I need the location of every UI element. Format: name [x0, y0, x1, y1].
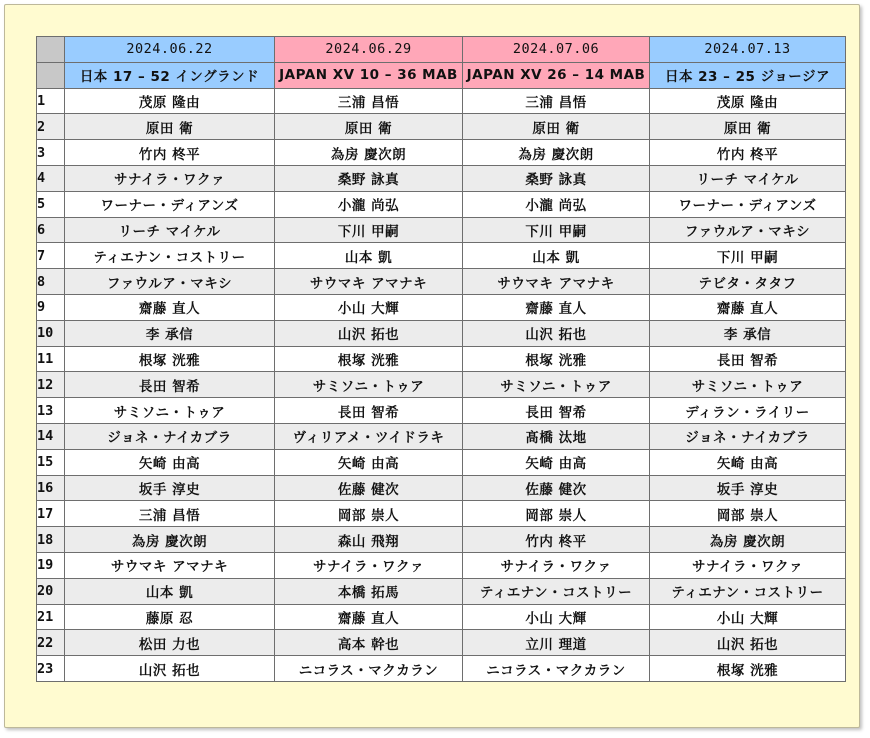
table-row	[37, 372, 846, 398]
jersey-number: 19	[37, 552, 65, 578]
jersey-number: 2	[37, 114, 65, 140]
player-name: 小山 大輝	[650, 604, 846, 630]
jersey-number: 18	[37, 527, 65, 553]
player-name: 佐藤 健次	[275, 475, 463, 501]
player-name: 山沢 拓也	[463, 320, 650, 346]
player-name: サナイラ・ワクァ	[463, 552, 650, 578]
match-result: JAPAN XV 26 – 14 MAB	[463, 62, 650, 88]
match-header-row	[37, 62, 846, 88]
jersey-number: 15	[37, 449, 65, 475]
match-result: 日本 23 – 25 ジョージア	[650, 62, 846, 88]
player-name: リーチ マイケル	[650, 165, 846, 191]
player-name: 為房 慶次朗	[650, 527, 846, 553]
player-name: ワーナー・ディアンズ	[65, 191, 275, 217]
lineup-panel	[4, 4, 860, 728]
player-name: 矢崎 由高	[65, 449, 275, 475]
table-row	[37, 656, 846, 682]
jersey-number: 16	[37, 475, 65, 501]
player-name: 三浦 昌悟	[65, 501, 275, 527]
player-name: 矢崎 由高	[650, 449, 846, 475]
match-date: 2024.06.22	[65, 37, 275, 63]
player-name: 矢崎 由高	[463, 449, 650, 475]
player-name: ニコラス・マクカラン	[275, 656, 463, 682]
player-name: ヴィリアメ・ツイドラキ	[275, 423, 463, 449]
player-name: 山沢 拓也	[65, 656, 275, 682]
player-name: 為房 慶次朗	[65, 527, 275, 553]
player-name: 長田 智希	[65, 372, 275, 398]
table-row	[37, 140, 846, 166]
player-name: 原田 衛	[650, 114, 846, 140]
player-name: 藤原 忍	[65, 604, 275, 630]
player-name: ファウルア・マキシ	[65, 269, 275, 295]
player-name: 李 承信	[65, 320, 275, 346]
jersey-number: 11	[37, 346, 65, 372]
player-name: 原田 衛	[65, 114, 275, 140]
player-name: 竹内 柊平	[650, 140, 846, 166]
player-name: ワーナー・ディアンズ	[650, 191, 846, 217]
jersey-number: 1	[37, 88, 65, 114]
player-name: ティエナン・コストリー	[463, 578, 650, 604]
player-name: サナイラ・ワクァ	[275, 552, 463, 578]
player-name: 齋藤 直人	[463, 294, 650, 320]
player-name: 岡部 崇人	[275, 501, 463, 527]
jersey-number: 21	[37, 604, 65, 630]
player-name: 高本 幹也	[275, 630, 463, 656]
player-name: 茂原 隆由	[65, 88, 275, 114]
player-name: ジョネ・ナイカブラ	[65, 423, 275, 449]
player-name: 李 承信	[650, 320, 846, 346]
table-row	[37, 88, 846, 114]
player-name: 松田 力也	[65, 630, 275, 656]
jersey-number: 23	[37, 656, 65, 682]
player-name: 山沢 拓也	[650, 630, 846, 656]
jersey-number: 22	[37, 630, 65, 656]
player-name: 根塚 洸雅	[65, 346, 275, 372]
player-name: 岡部 崇人	[650, 501, 846, 527]
player-name: 坂手 淳史	[650, 475, 846, 501]
table-row	[37, 165, 846, 191]
player-name: 三浦 昌悟	[275, 88, 463, 114]
player-name: 為房 慶次朗	[463, 140, 650, 166]
player-name: 竹内 柊平	[65, 140, 275, 166]
player-name: ティエナン・コストリー	[65, 243, 275, 269]
player-name: 桑野 詠真	[275, 165, 463, 191]
match-date: 2024.07.13	[650, 37, 846, 63]
jersey-number: 10	[37, 320, 65, 346]
table-row	[37, 475, 846, 501]
table-row	[37, 243, 846, 269]
player-name: サミソニ・トゥア	[650, 372, 846, 398]
player-name: 小山 大輝	[463, 604, 650, 630]
player-name: サナイラ・ワクァ	[65, 165, 275, 191]
player-name: 齋藤 直人	[275, 604, 463, 630]
player-name: 山本 凱	[463, 243, 650, 269]
player-name: 齋藤 直人	[65, 294, 275, 320]
player-name: 小瀧 尚弘	[275, 191, 463, 217]
player-name: 森山 飛翔	[275, 527, 463, 553]
jersey-number: 8	[37, 269, 65, 295]
player-name: サウマキ アマナキ	[463, 269, 650, 295]
player-name: 佐藤 健次	[463, 475, 650, 501]
player-name: 根塚 洸雅	[275, 346, 463, 372]
table-row	[37, 552, 846, 578]
jersey-number: 13	[37, 398, 65, 424]
table-row	[37, 217, 846, 243]
lineup-body	[37, 88, 846, 681]
player-name: ジョネ・ナイカブラ	[650, 423, 846, 449]
lineup-table	[36, 36, 846, 682]
date-header-row	[37, 37, 846, 63]
player-name: ニコラス・マクカラン	[463, 656, 650, 682]
player-name: 原田 衛	[275, 114, 463, 140]
match-result: JAPAN XV 10 – 36 MAB	[275, 62, 463, 88]
match-date: 2024.06.29	[275, 37, 463, 63]
jersey-number: 20	[37, 578, 65, 604]
player-name: 根塚 洸雅	[463, 346, 650, 372]
player-name: 坂手 淳史	[65, 475, 275, 501]
player-name: 原田 衛	[463, 114, 650, 140]
jersey-number: 9	[37, 294, 65, 320]
player-name: 山沢 拓也	[275, 320, 463, 346]
player-name: サウマキ アマナキ	[65, 552, 275, 578]
table-row	[37, 398, 846, 424]
player-name: 本橋 拓馬	[275, 578, 463, 604]
jersey-number: 6	[37, 217, 65, 243]
player-name: 髙橋 汰地	[463, 423, 650, 449]
corner-cell	[37, 37, 65, 63]
player-name: リーチ マイケル	[65, 217, 275, 243]
player-name: 立川 理道	[463, 630, 650, 656]
player-name: 桑野 詠真	[463, 165, 650, 191]
player-name: 岡部 崇人	[463, 501, 650, 527]
table-row	[37, 191, 846, 217]
player-name: 小山 大輝	[275, 294, 463, 320]
table-row	[37, 320, 846, 346]
player-name: 根塚 洸雅	[650, 656, 846, 682]
player-name: 小瀧 尚弘	[463, 191, 650, 217]
player-name: サミソニ・トゥア	[463, 372, 650, 398]
player-name: サウマキ アマナキ	[275, 269, 463, 295]
player-name: テビタ・タタフ	[650, 269, 846, 295]
player-name: 下川 甲嗣	[463, 217, 650, 243]
match-date: 2024.07.06	[463, 37, 650, 63]
table-row	[37, 449, 846, 475]
match-result: 日本 17 – 52 イングランド	[65, 62, 275, 88]
player-name: 三浦 昌悟	[463, 88, 650, 114]
player-name: サナイラ・ワクァ	[650, 552, 846, 578]
corner-cell	[37, 62, 65, 88]
jersey-number: 14	[37, 423, 65, 449]
player-name: 下川 甲嗣	[650, 243, 846, 269]
player-name: 茂原 隆由	[650, 88, 846, 114]
table-row	[37, 294, 846, 320]
table-row	[37, 527, 846, 553]
player-name: ディラン・ライリー	[650, 398, 846, 424]
table-row	[37, 346, 846, 372]
player-name: サミソニ・トゥア	[275, 372, 463, 398]
player-name: 竹内 柊平	[463, 527, 650, 553]
jersey-number: 3	[37, 140, 65, 166]
player-name: 山本 凱	[65, 578, 275, 604]
table-row	[37, 501, 846, 527]
jersey-number: 5	[37, 191, 65, 217]
table-row	[37, 114, 846, 140]
jersey-number: 17	[37, 501, 65, 527]
jersey-number: 4	[37, 165, 65, 191]
player-name: 齋藤 直人	[650, 294, 846, 320]
player-name: ファウルア・マキシ	[650, 217, 846, 243]
jersey-number: 7	[37, 243, 65, 269]
jersey-number: 12	[37, 372, 65, 398]
table-row	[37, 269, 846, 295]
table-row	[37, 604, 846, 630]
table-row	[37, 423, 846, 449]
player-name: 為房 慶次朗	[275, 140, 463, 166]
table-row	[37, 578, 846, 604]
player-name: 矢崎 由高	[275, 449, 463, 475]
player-name: 長田 智希	[463, 398, 650, 424]
player-name: 山本 凱	[275, 243, 463, 269]
player-name: 長田 智希	[275, 398, 463, 424]
player-name: サミソニ・トゥア	[65, 398, 275, 424]
player-name: 下川 甲嗣	[275, 217, 463, 243]
player-name: 長田 智希	[650, 346, 846, 372]
table-row	[37, 630, 846, 656]
player-name: ティエナン・コストリー	[650, 578, 846, 604]
